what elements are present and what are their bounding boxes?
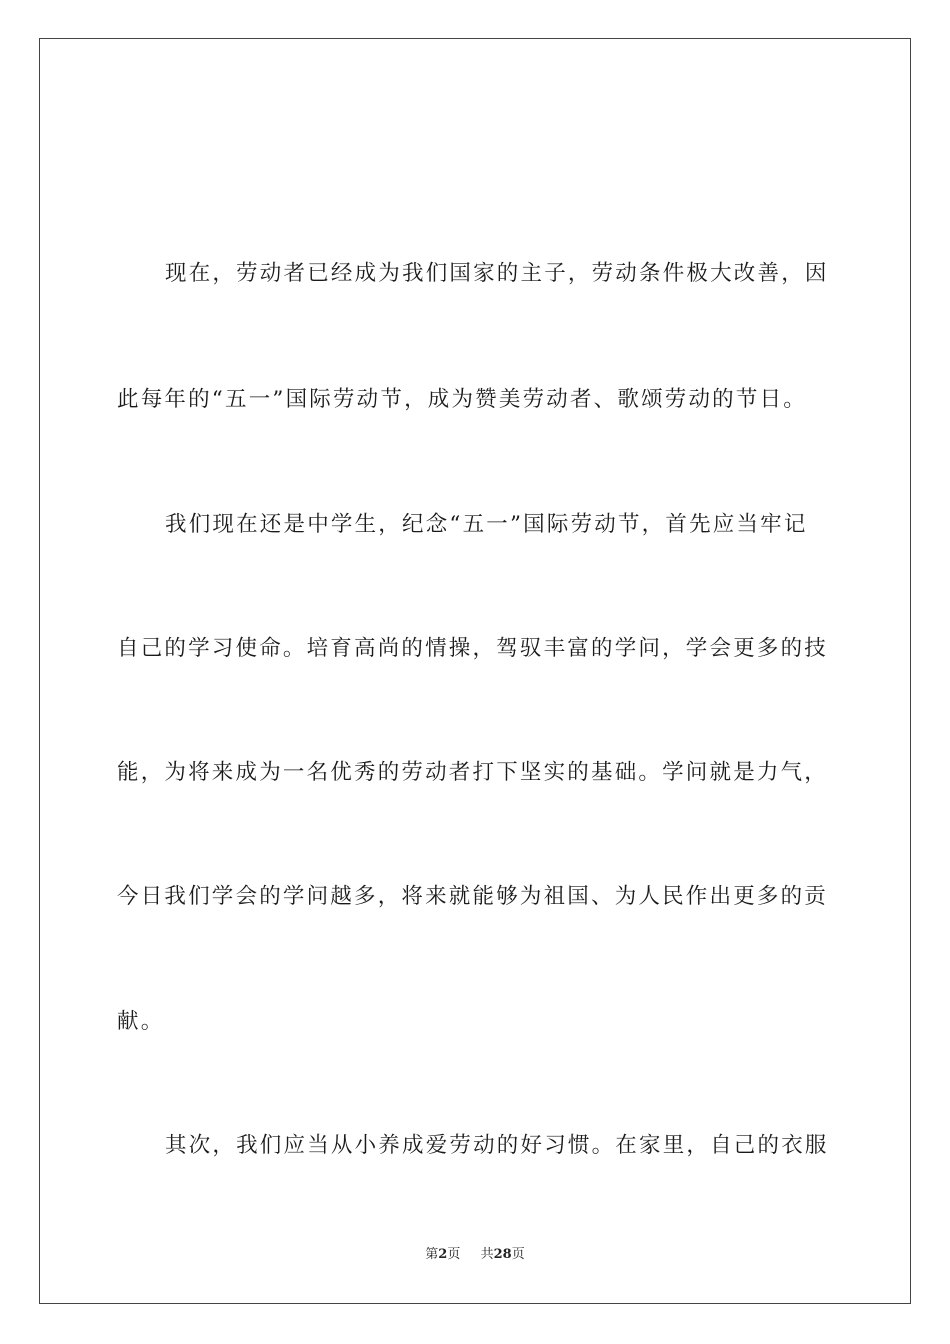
paragraph-2-line-3: 能，为将来成为一名优秀的劳动者打下坚实的基础。学问就是力气， <box>117 760 829 785</box>
paragraph-2-line-2: 自己的学习使命。培育高尚的情操，驾驭丰富的学问，学会更多的技 <box>117 636 829 661</box>
paragraph-2-line-5: 献。 <box>117 1009 165 1034</box>
footer-page-prefix: 第 <box>425 1247 439 1262</box>
paragraph-1-line-1: 现在，劳动者已经成为我们国家的主子，劳动条件极大改善，因 <box>165 261 829 286</box>
footer-page-suffix: 页 <box>447 1247 461 1262</box>
footer-total-pages: 28 <box>493 1247 512 1262</box>
footer-total-suffix: 页 <box>511 1247 525 1262</box>
page-footer <box>0 1246 950 1264</box>
page-border <box>39 38 911 1304</box>
paragraph-2-line-1: 我们现在还是中学生，纪念“五一”国际劳动节，首先应当牢记 <box>165 512 808 537</box>
paragraph-3-line-1: 其次，我们应当从小养成爱劳动的好习惯。在家里，自己的衣服 <box>165 1133 829 1158</box>
paragraph-2-line-4: 今日我们学会的学问越多，将来就能够为祖国、为人民作出更多的贡 <box>117 884 829 909</box>
paragraph-1-line-2: 此每年的“五一”国际劳动节，成为赞美劳动者、歌颂劳动的节日。 <box>117 387 807 412</box>
footer-total-prefix: 共 <box>480 1247 494 1262</box>
footer-page-number: 2 <box>438 1247 448 1262</box>
